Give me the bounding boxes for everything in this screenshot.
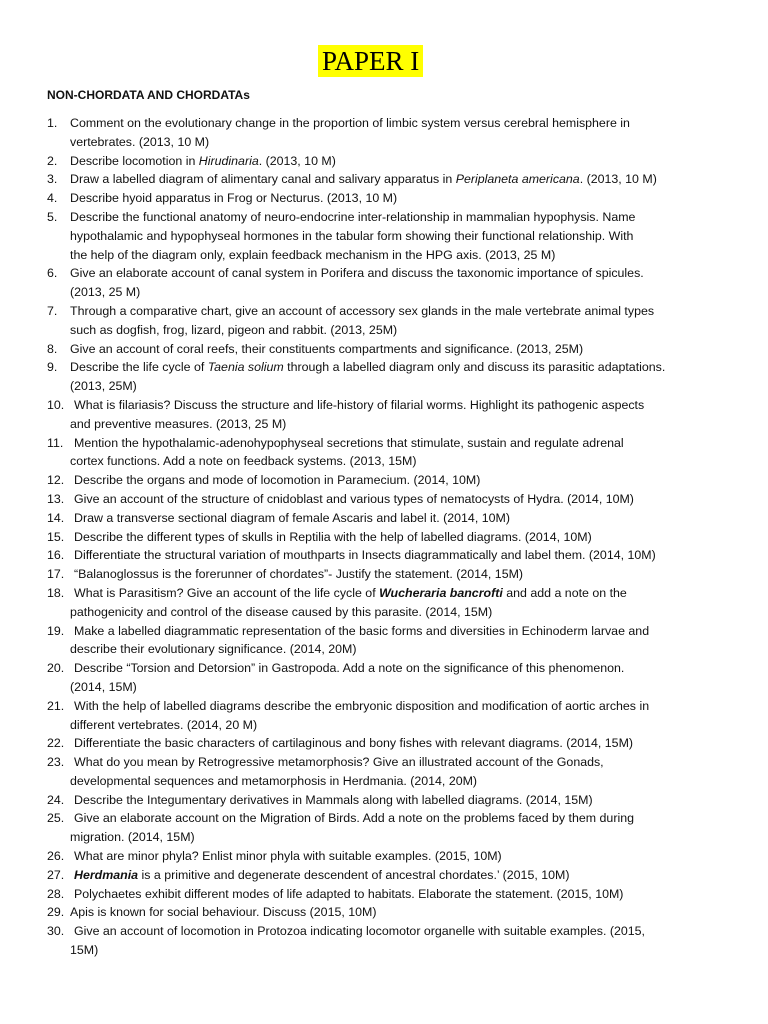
question-text-line [47, 866, 747, 885]
text-segment: such as dogfish, frog, lizard, pigeon and rabbit. (2013, 25M) [70, 322, 398, 337]
question-item [47, 509, 747, 528]
question-text-line [47, 283, 747, 302]
text-segment: pathogenicity and control of the disease caused by this parasite. (2014, 15M) [70, 604, 493, 619]
question-item [47, 565, 747, 584]
text-segment: Draw a transverse sectional diagram of female Ascaris and label it. (2014, 10M) [74, 510, 510, 525]
question-item [47, 622, 747, 660]
question-list [47, 114, 747, 960]
question-text-line [47, 302, 747, 321]
question-text-line [47, 922, 747, 941]
question-number: 28. [47, 886, 65, 901]
question-item [47, 170, 747, 189]
question-text-line [47, 622, 747, 641]
question-item [47, 358, 747, 396]
question-number: 19. [47, 623, 65, 638]
question-item [47, 340, 747, 359]
question-number: 3. [47, 172, 58, 187]
text-segment: through a labelled diagram only and discuss its parasitic adaptations. [283, 360, 666, 375]
text-segment: Give an account of the structure of cnidoblast and various types of nematocysts of Hydra. (2014, 10M) [74, 491, 634, 506]
text-segment: . (2013, 10 M) [258, 153, 336, 168]
question-text-line [47, 114, 747, 133]
question-item [47, 396, 747, 434]
question-text-line [47, 264, 747, 283]
text-segment: describe their evolutionary significance. (2014, 20M) [70, 642, 357, 657]
text-segment: Describe the functional anatomy of neuro-endocrine inter-relationship in mammalian hypophysis. Name [70, 209, 636, 224]
question-text-line [47, 678, 747, 697]
question-item [47, 697, 747, 735]
question-text-line [47, 546, 747, 565]
question-item [47, 490, 747, 509]
question-item [47, 302, 747, 340]
text-segment: Describe locomotion in [70, 153, 199, 168]
question-number: 29. [47, 905, 65, 920]
question-text-line [47, 208, 747, 227]
question-text-line [47, 377, 747, 396]
question-text-line [47, 565, 747, 584]
text-segment: is a primitive and degenerate descendent of ancestral chordates.’ (2015, 10M) [138, 867, 570, 882]
question-item [47, 528, 747, 547]
text-segment: (2013, 25 M) [70, 285, 141, 300]
question-number: 21. [47, 698, 65, 713]
question-number: 23. [47, 755, 65, 770]
question-item [47, 471, 747, 490]
question-number: 15. [47, 529, 65, 544]
question-number: 7. [47, 303, 58, 318]
text-segment: Give an elaborate account of canal system in Porifera and discuss the taxonomic importance of spicules. [70, 266, 644, 281]
paper-title: PAPER I [318, 45, 423, 77]
question-number: 11. [47, 435, 64, 450]
question-text-line [47, 434, 747, 453]
question-number: 18. [47, 585, 65, 600]
question-number: 12. [47, 473, 65, 488]
text-segment: Give an elaborate account on the Migration of Birds. Add a note on the problems faced by them during [74, 811, 634, 826]
italic-species-name: Periplaneta americana [455, 172, 580, 187]
text-segment: hypothalamic and hypophyseal hormones in the tabular form showing their functional relationship. With [70, 228, 634, 243]
text-segment: What is filariasis? Discuss the structure and life-history of filarial worms. Highlight its pathogenic aspects [74, 397, 645, 412]
section-heading: NON-CHORDATA AND CHORDATAs [47, 88, 250, 102]
question-number: 6. [47, 266, 58, 281]
question-text-line [47, 396, 747, 415]
text-segment: What is Parasitism? Give an account of the life cycle of [74, 585, 380, 600]
question-text-line [47, 903, 747, 922]
question-item [47, 809, 747, 847]
text-segment: the help of the diagram only, explain feedback mechanism in the HPG axis. (2013, 25 M) [70, 247, 556, 262]
text-segment: What do you mean by Retrogressive metamorphosis? Give an illustrated account of the Gonads, [74, 755, 604, 770]
text-segment: and add a note on the [502, 585, 627, 600]
question-text-line [47, 941, 747, 960]
bold-italic-species-name: Herdmania [74, 867, 139, 882]
question-item [47, 208, 747, 264]
question-text-line [47, 697, 747, 716]
question-text-line [47, 340, 747, 359]
question-text-line [47, 152, 747, 171]
question-text-line [47, 133, 747, 152]
text-segment: different vertebrates. (2014, 20 M) [70, 717, 258, 732]
text-segment: Describe hyoid apparatus in Frog or Necturus. (2013, 10 M) [70, 191, 398, 206]
question-text-line [47, 640, 747, 659]
text-segment: Make a labelled diagrammatic representation of the basic forms and diversities in Echinoderm larvae and [74, 623, 650, 638]
text-segment: Differentiate the basic characters of cartilaginous and bony fishes with relevant diagrams. (2014, 15M) [74, 736, 634, 751]
text-segment: migration. (2014, 15M) [70, 830, 195, 845]
text-segment: cortex functions. Add a note on feedback systems. (2013, 15M) [70, 454, 417, 469]
question-text-line [47, 321, 747, 340]
italic-species-name: Taenia solium [207, 360, 284, 375]
text-segment: Polychaetes exhibit different modes of life adapted to habitats. Elaborate the statement. (2015, 10M) [74, 886, 624, 901]
question-text-line [47, 885, 747, 904]
question-item [47, 866, 747, 885]
italic-species-name: Hirudinaria [198, 153, 259, 168]
question-text-line [47, 828, 747, 847]
question-number: 5. [47, 209, 58, 224]
question-number: 14. [47, 510, 65, 525]
question-number: 24. [47, 792, 65, 807]
question-text-line [47, 490, 747, 509]
bold-italic-species-name: Wucheraria bancrofti [379, 585, 503, 600]
question-text-line [47, 584, 747, 603]
question-item [47, 903, 747, 922]
text-segment: Give an account of locomotion in Protozoa indicating locomotor organelle with suitable examples. (2015, [74, 924, 645, 939]
question-text-line [47, 509, 747, 528]
question-number: 4. [47, 191, 58, 206]
question-item [47, 189, 747, 208]
text-segment: “Balanoglossus is the forerunner of chordates”- Justify the statement. (2014, 15M) [74, 567, 524, 582]
question-item [47, 434, 747, 472]
question-number: 17. [47, 567, 65, 582]
text-segment: developmental sequences and metamorphosis in Herdmania. (2014, 20M) [70, 773, 478, 788]
question-text-line [47, 246, 747, 265]
text-segment: What are minor phyla? Enlist minor phyla with suitable examples. (2015, 10M) [74, 849, 502, 864]
question-number: 27. [47, 867, 65, 882]
question-text-line [47, 189, 747, 208]
question-number: 20. [47, 661, 65, 676]
question-item [47, 584, 747, 622]
question-text-line [47, 227, 747, 246]
question-item [47, 753, 747, 791]
text-segment: With the help of labelled diagrams describe the embryonic disposition and modification of aortic arches in [74, 698, 650, 713]
question-text-line [47, 753, 747, 772]
question-item [47, 791, 747, 810]
text-segment: Differentiate the structural variation of mouthparts in Insects diagrammatically and label them. (2014, 10M) [74, 548, 656, 563]
question-number: 1. [47, 116, 58, 130]
question-text-line [47, 358, 747, 377]
question-number: 22. [47, 736, 65, 751]
question-text-line [47, 170, 747, 189]
question-text-line [47, 809, 747, 828]
text-segment: Describe the organs and mode of locomotion in Paramecium. (2014, 10M) [74, 473, 481, 488]
question-item [47, 885, 747, 904]
question-number: 9. [47, 360, 58, 375]
text-segment: Through a comparative chart, give an account of accessory sex glands in the male vertebrate animal types [70, 303, 655, 318]
text-segment: Describe “Torsion and Detorsion” in Gastropoda. Add a note on the significance of this phenomenon. [74, 661, 625, 676]
text-segment: Describe the life cycle of [70, 360, 208, 375]
text-segment: Comment on the evolutionary change in the proportion of limbic system versus cerebral hemisphere in [70, 116, 630, 130]
question-item [47, 847, 747, 866]
question-item [47, 659, 747, 697]
text-segment: 15M) [70, 943, 99, 958]
question-text-line [47, 772, 747, 791]
question-item [47, 546, 747, 565]
text-segment: and preventive measures. (2013, 25 M) [70, 416, 287, 431]
question-item [47, 922, 747, 960]
question-text-line [47, 659, 747, 678]
text-segment: Describe the Integumentary derivatives in Mammals along with labelled diagrams. (2014, 15M) [74, 792, 593, 807]
question-item [47, 114, 747, 152]
question-text-line [47, 528, 747, 547]
text-segment: vertebrates. (2013, 10 M) [70, 134, 210, 149]
question-text-line [47, 734, 747, 753]
text-segment: (2013, 25M) [70, 379, 137, 394]
question-number: 13. [47, 491, 65, 506]
question-number: 26. [47, 849, 65, 864]
question-item [47, 152, 747, 171]
question-text-line [47, 415, 747, 434]
question-text-line [47, 603, 747, 622]
text-segment: Mention the hypothalamic-adenohypophyseal secretions that stimulate, sustain and regulate adrenal [74, 435, 624, 450]
question-text-line [47, 716, 747, 735]
text-segment: Describe the different types of skulls in Reptilia with the help of labelled diagrams. (2014, 10M) [74, 529, 592, 544]
question-text-line [47, 452, 747, 471]
text-segment: (2014, 15M) [70, 679, 137, 694]
text-segment: Give an account of coral reefs, their constituents compartments and significance. (2013, 25M) [70, 341, 584, 356]
question-number: 25. [47, 811, 65, 826]
question-number: 30. [47, 924, 65, 939]
question-number: 2. [47, 153, 58, 168]
text-segment: Draw a labelled diagram of alimentary canal and salivary apparatus in [70, 172, 456, 187]
question-number: 8. [47, 341, 58, 356]
question-number: 10. [47, 397, 65, 412]
question-item [47, 264, 747, 302]
text-segment: Apis is known for social behaviour. Discuss (2015, 10M) [70, 905, 377, 920]
question-text-line [47, 847, 747, 866]
question-number: 16. [47, 548, 65, 563]
question-item [47, 734, 747, 753]
text-segment: . (2013, 10 M) [579, 172, 657, 187]
question-text-line [47, 791, 747, 810]
question-text-line [47, 471, 747, 490]
